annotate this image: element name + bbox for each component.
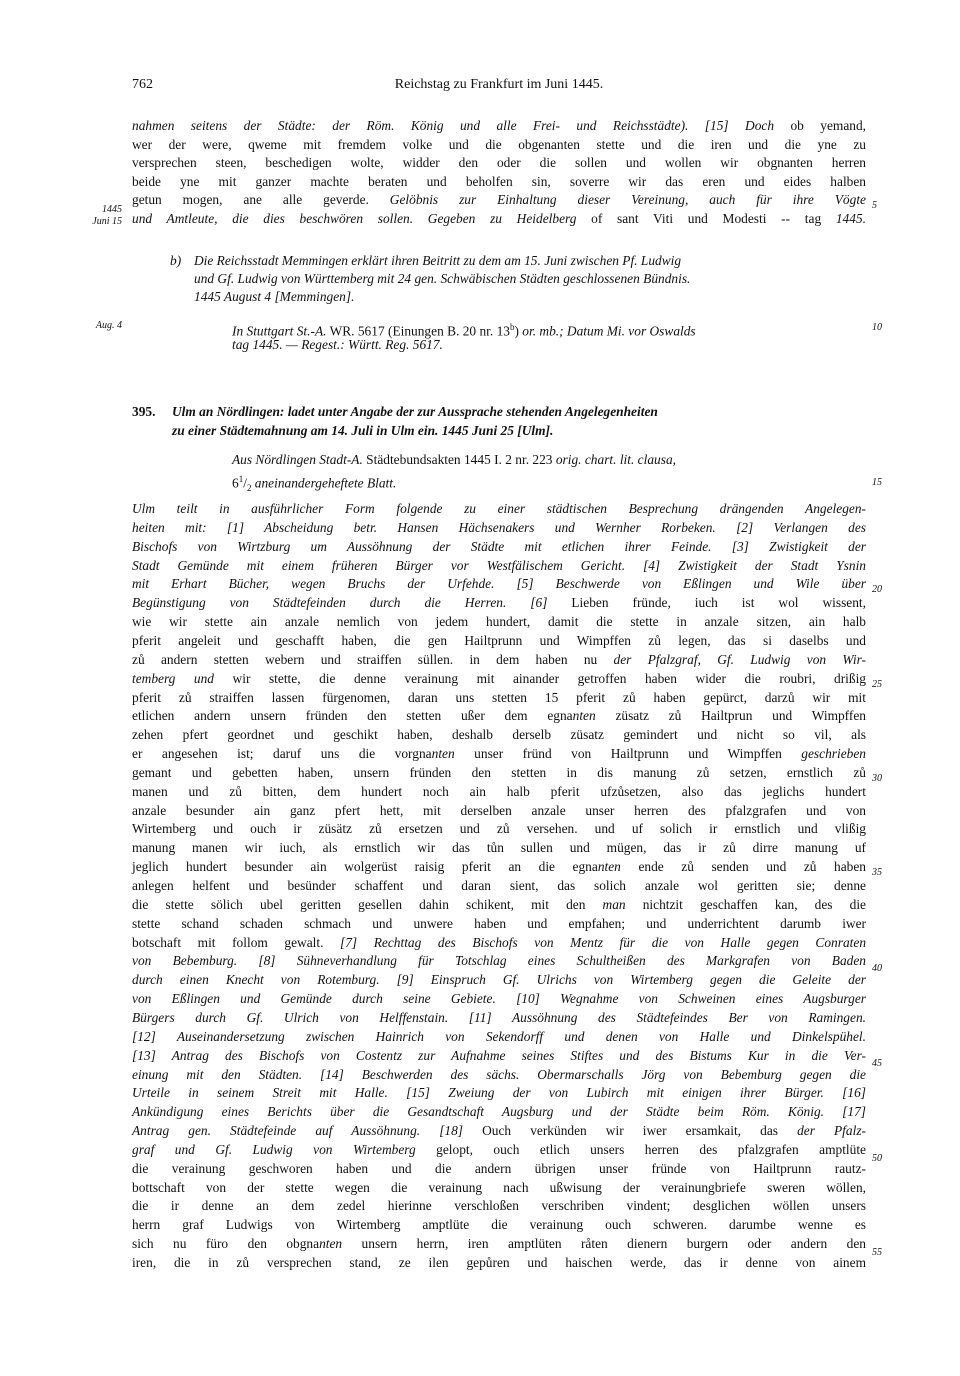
line-number: 25 xyxy=(872,679,882,690)
text-run: durch einen Knecht von Rotemburg. [9] Einspruch Gf. Ulrichs von Wirtemberg gegen die Geleite der xyxy=(132,972,866,988)
doc395-body-line xyxy=(132,1141,866,1159)
text-run: 1 xyxy=(238,474,244,484)
line-number: 20 xyxy=(872,584,882,595)
text-run: die ir denne an dem zedel hierinne verschloßen verschriben vindent; desglichen wöllen unsers xyxy=(132,1198,866,1214)
margin-date-a xyxy=(72,204,122,228)
text-run: graf und Gf. Ludwig von Wirtemberg xyxy=(132,1141,416,1157)
text-run: Wirtemberg und ouch ir züsätz zů ersetzen und zů versehen. und uf solich ir ernstlich und vlißig xyxy=(132,821,866,837)
doc395-body-line xyxy=(132,726,866,744)
text-run: Doch xyxy=(745,118,775,133)
text-run: zů andern stetten webern und straiffen süllen. in dem haben nu xyxy=(132,651,614,667)
doc395-body-line xyxy=(132,1216,866,1234)
text-run: 6 xyxy=(232,475,239,491)
text-run: temberg und xyxy=(132,670,215,686)
doc395-body-line xyxy=(132,1122,866,1140)
text-run: heiten mit: [1] Abscheidung betr. Hansen Hächsenakers und Wernher Rorbeken. [2] Verlangen des xyxy=(132,519,866,535)
doc395-body-line xyxy=(132,1047,866,1065)
text-run: anzale besunder ain ganz pfert hett, mit derselben anzale unser herren des pfalzgrafen und von xyxy=(132,802,866,818)
doc395-body-line xyxy=(132,990,866,1008)
text-run: züsatz zů Hailtprun und Wimpffen xyxy=(595,708,866,724)
doc395-body-line xyxy=(132,557,866,575)
text-run: bottschaft von der stette wegen die verainung nach ußwisung der verainungbriefe sweren wöllen, xyxy=(132,1179,866,1195)
doc395-body-line xyxy=(132,1254,866,1272)
text-run: pferit angeleit und geschafft haben, die gen Hailtprunn und Wimpffen zů legen, das si daselbs und xyxy=(132,632,866,648)
doc395-source-line xyxy=(232,451,676,469)
doc395-body-line xyxy=(132,670,866,688)
text-run: aneinandergeheftete Blatt. xyxy=(251,475,397,491)
text-run: or. mb.; Datum Mi. vor Oswalds xyxy=(522,323,696,339)
text-run: getun mogen, ane alle geverde. xyxy=(132,192,390,208)
text-run: der Pfalz- xyxy=(797,1123,866,1139)
line-number: 35 xyxy=(872,867,882,878)
text-run: WR. 5617 (Einungen B. 20 nr. 13 xyxy=(326,323,510,339)
text-run: gelopt, ouch etlich unsers herren des pfalzgrafen amptlüte xyxy=(415,1141,866,1157)
doc395-body-line xyxy=(132,934,866,952)
doc395-body-line xyxy=(132,915,866,933)
text-run: der Pfalzgraf, Gf. Ludwig von Wir- xyxy=(613,651,866,667)
text-run: manen und zů bitten, dem hundert noch ain halb pferit ufzůsetzen, also das jeglichs hundert xyxy=(132,783,866,799)
line-number: 15 xyxy=(872,477,882,488)
block-b-regest-line: 1445 August 4 [Memmingen]. xyxy=(194,289,355,304)
text-run: die verainung geschworen haben und die andern übrigen unser fründe von Hailtprunn rautz- xyxy=(132,1160,866,1176)
text-run: etlichen andern unsern fründen den stetten ußer dem egna xyxy=(132,708,573,724)
doc395-body-line xyxy=(132,538,866,556)
text-run: 2 xyxy=(246,483,252,494)
text-run: Antrag gen. Städtefeinde auf Aussöhnung. [18] xyxy=(132,1123,483,1139)
doc395-body-line xyxy=(132,1009,866,1027)
block-a-line xyxy=(132,154,866,172)
doc395-body-line xyxy=(132,1235,866,1253)
text-run: unsern herrn, iren amptlüten råten dienern burgern oder andern den xyxy=(342,1236,866,1252)
doc395-body-line xyxy=(132,1066,866,1084)
text-run: nten xyxy=(431,746,455,762)
margin-date-b: Aug. 4 xyxy=(95,320,122,331)
line-number: 50 xyxy=(872,1153,882,1164)
text-run: geschrieben xyxy=(801,746,866,762)
doc395-body-line xyxy=(132,651,866,669)
text-run: jeglich hundert besunder ain wolgerüst raisig pferit an die egna xyxy=(132,859,598,875)
text-run: man xyxy=(602,896,626,912)
text-run: herrn graf Ludwigs von Wirtemberg amptlüte die verainung ouch schweren. darumbe wenne es xyxy=(132,1217,866,1233)
block-b-regest-line: Die Reichsstadt Memmingen erklärt ihren Beitritt zu dem am 15. Juni zwischen Pf. Ludwig xyxy=(194,253,682,268)
block-a-line xyxy=(132,173,866,191)
text-run: versprechen steen, beschedigen wolte, widder den oder die sollen und wollen wir obgnanten herren xyxy=(132,155,866,171)
text-run: Begünstigung von Städtefeinden durch die Herren. [6] xyxy=(132,595,572,611)
text-run: [7] Rechttag des Bischofs von Mentz für die von Halle gegen Conraten xyxy=(340,934,867,950)
doc395-body-line xyxy=(132,1084,866,1102)
text-run: wir stette, die denne verainung mit ainander getroffen haben wider die roubri, drißig xyxy=(214,670,866,686)
text-run: Aus Nördlingen Stadt-A. xyxy=(232,452,363,467)
text-run: Ouch verkünden wir iwer ersamkait, das xyxy=(482,1123,798,1139)
text-run: anlegen helfent und besünder schaffent und daran sient, das solich anzale wol geritten sie; denne xyxy=(132,878,866,893)
text-run: tag 1445. — Regest.: Württ. Reg. 5617. xyxy=(232,337,443,352)
doc395-body-line xyxy=(132,896,866,914)
page-number: 762 xyxy=(132,77,153,92)
block-a-line xyxy=(132,136,866,154)
text-run: manung manen wir iuch, als ernstlich wir das tůn sullen und mügen, das ir zů dirre manung uf xyxy=(132,840,866,856)
block-a-line xyxy=(132,210,866,228)
text-run: Ankündigung eines Berichts über die Gesandtschaft Augsburg und der Städte beim Röm. König. [17] xyxy=(132,1104,866,1120)
doc395-source-line xyxy=(232,470,396,497)
text-run: ob yemand, xyxy=(774,118,866,133)
text-run: nten xyxy=(572,708,596,724)
doc395-body-line xyxy=(132,613,866,631)
text-run: beide yne mit ganzer machte beraten und beholfen sin, soverre wir das eren und eides halben xyxy=(132,173,866,189)
doc395-body-line xyxy=(132,745,866,763)
doc395-title-line: zu einer Städtemahnung am 14. Juli in Ulm ein. 1445 Juni 25 [Ulm]. xyxy=(172,423,554,438)
line-number: 40 xyxy=(872,963,882,974)
doc395-body-line xyxy=(132,1179,866,1197)
doc395-body-line xyxy=(132,820,866,838)
text-run: Stadt Gemünde mit einem früheren Bürger vor Westfälischem Gericht. [4] Zwistigkeit der Stadt Ysnin xyxy=(132,557,866,573)
line-number: 30 xyxy=(872,773,882,784)
text-run: er angesehen ist; daruf uns die vorgna xyxy=(132,746,432,762)
doc395-body-line xyxy=(132,594,866,612)
doc395-body-line xyxy=(132,1028,866,1046)
text-run: Ulm teilt in ausführlicher Form folgende zu einer städtischen Besprechung drängenden Angelegen- xyxy=(132,501,866,516)
text-run: Bürgers durch Gf. Ulrich von Helffenstain. [11] Aussöhnung des Städtefeindes Ber von Ramingen. xyxy=(132,1009,866,1025)
text-run: botschaft mit follom gewalt. xyxy=(132,934,341,950)
doc395-body-line xyxy=(132,839,866,857)
text-run: In Stuttgart St.-A. xyxy=(232,323,327,339)
doc395-body-line xyxy=(132,519,866,537)
doc395-body-line xyxy=(132,877,866,895)
line-number: 55 xyxy=(872,1247,882,1258)
line-number: 10 xyxy=(872,322,882,333)
doc395-body-line xyxy=(132,858,866,876)
doc395-body-line xyxy=(132,1160,866,1178)
text-run: nten xyxy=(319,1236,343,1252)
text-run: Gelöbnis zur Einhaltung dieser Vereinung, auch für ihre Vögte xyxy=(389,192,866,208)
text-run: nten xyxy=(597,859,621,875)
text-run: und Amtleute, die dies beschwören sollen. Gegeben zu Heidelberg xyxy=(132,211,577,226)
doc395-body-line xyxy=(132,707,866,725)
block-a-line xyxy=(132,117,866,135)
margin-date-a-year: 1445 xyxy=(102,204,122,215)
text-run: of sant Viti und Modesti -- tag xyxy=(576,211,836,226)
doc395-body-line xyxy=(132,952,866,970)
text-run: [12] Auseinandersetzung zwischen Hainrich von Sekendorff und denen von Halle und Dinkelspühel. xyxy=(132,1028,866,1044)
text-run: wer der were, qweme mit fremdem volke und die obgenanten stette und die iren und die yne zu xyxy=(132,136,866,152)
running-title: Reichstag zu Frankfurt im Juni 1445. xyxy=(394,77,604,92)
doc395-body-line xyxy=(132,689,866,707)
text-run: / xyxy=(243,475,247,491)
doc395-body-line xyxy=(132,632,866,650)
text-run: [13] Antrag des Bischofs von Costentz zur Aufnahme seines Stiftes und des Bistums Kur in die Ver- xyxy=(132,1047,866,1063)
text-run: gemant und gebetten haben, unsern fründen den stetten in dis manung zů setzen, ernstlich zů xyxy=(132,764,866,780)
text-run: die stette sölich ubel geritten gesellen dahin schikent, mit den xyxy=(132,896,603,912)
text-run: einung mit den Städten. [14] Beschwerden des sächs. Obermarschalls Jörg von Bebemburg gegen die xyxy=(132,1066,866,1082)
doc395-body-line xyxy=(132,1103,866,1121)
doc395-body-line xyxy=(132,500,866,518)
text-run: mit Erhart Bücher, wegen Bruchs der Urfehde. [5] Beschwerde von Eßlingen und Wile über xyxy=(132,576,866,592)
doc395-body-line xyxy=(132,1197,866,1215)
text-run: sich nu füro den obgna xyxy=(132,1236,320,1252)
doc395-body-line xyxy=(132,802,866,820)
doc395-title-line: Ulm an Nördlingen: ladet unter Angabe der zur Aussprache stehenden Angelegenheiten xyxy=(172,404,658,419)
text-run: von Eßlingen und Gemünde durch seine Gebiete. [10] Wegnahme von Schweinen eines Augsburger xyxy=(132,991,866,1007)
margin-date-a-day: Juni 15 xyxy=(92,216,122,227)
doc395-number: 395. xyxy=(132,404,156,419)
text-run: Urteile in seinem Streit mit Halle. [15] Zweiung der von Lubirch mit einigen ihrer Bürger. [16] xyxy=(132,1085,866,1101)
doc395-body-line xyxy=(132,764,866,782)
text-run: von Bebemburg. [8] Sühneverhandlung für Totschlag eines Schultheißen des Markgrafen von Baden xyxy=(132,953,866,969)
text-run: Städtebundsakten 1445 I. 2 nr. 223 xyxy=(362,452,556,467)
text-run: 1445. xyxy=(835,211,866,226)
block-b-source-line xyxy=(232,336,443,354)
text-run: Lieben fründe, iuch ist wol wissent, xyxy=(571,595,866,611)
line-number: 45 xyxy=(872,1058,882,1069)
text-run: nahmen seitens der Städte: der Röm. König und alle Frei- und Reichsstädte). [15] xyxy=(132,118,746,133)
text-run: zehen pfert geordnet und geschikt haben, deshalb derselb züsatz gemindert und nicht so vil, als xyxy=(132,727,866,743)
doc395-body-line xyxy=(132,783,866,801)
doc395-body-line xyxy=(132,575,866,593)
text-run: ende zů senden und zů haben xyxy=(620,859,866,875)
text-run: b xyxy=(509,322,515,332)
text-run: orig. chart. lit. clausa, xyxy=(555,452,676,467)
block-b-label: b) xyxy=(170,253,182,268)
line-number: 5 xyxy=(872,200,877,211)
text-run: ) xyxy=(514,323,523,339)
text-run: wie wir stette ain anzale nemlich von jedem hundert, damit die stette in anzale sitzen, ain halb xyxy=(132,614,866,630)
block-b-regest-line: und Gf. Ludwig von Württemberg mit 24 gen. Schwäbischen Städten geschlossenen Bündnis. xyxy=(194,271,691,286)
running-header xyxy=(132,77,866,97)
text-run: pferit zů straiffen lassen fürgenomen, daran uns stetten 15 pferit zů haben gepürct, darzů wir mit xyxy=(132,689,866,705)
doc395-body-line xyxy=(132,971,866,989)
block-a-line xyxy=(132,191,866,209)
text-run: Bischofs von Wirtzburg um Aussöhnung der Städte mit etlichen ihrer Feinde. [3] Zwistigkeit der xyxy=(132,538,866,554)
text-run: stette schand schaden schmach und unwere haben und empfahen; und underrichtent darumb iwer xyxy=(132,915,866,931)
text-run: iren, die in zů versprechen stand, ze ilen gepůren und haischen werde, das ir denne von ainem xyxy=(132,1255,866,1270)
text-run: nichtzit geschaffen kan, des die xyxy=(625,896,866,912)
text-run: unser fründ von Hailtprunn und Wimpffen xyxy=(454,746,802,762)
